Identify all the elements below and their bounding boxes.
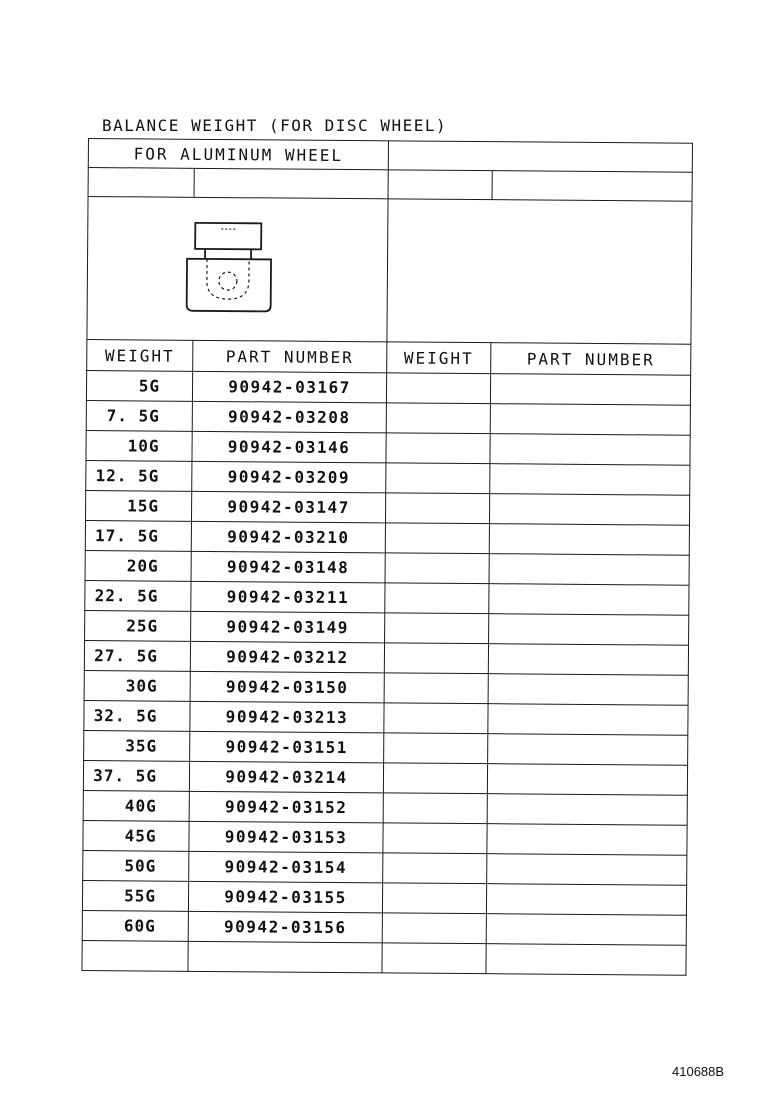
illustration-cell [87, 197, 388, 342]
part-number-cell-right [489, 554, 689, 586]
part-number-cell: 90942-03209 [192, 461, 386, 493]
weight-cell: 5G [86, 370, 192, 401]
part-number-cell-right [486, 884, 686, 916]
subheader-cell [88, 168, 194, 198]
subheader-row [88, 168, 692, 202]
section-title-right [388, 141, 692, 172]
reference-code: 410688B [672, 1064, 725, 1079]
table-row [83, 760, 687, 795]
table-row [84, 670, 688, 705]
column-header-part-number-right: PART NUMBER [491, 343, 691, 376]
table-row [84, 730, 688, 765]
table-row [84, 700, 688, 735]
part-number-cell-right [488, 644, 688, 676]
part-number-cell-right [488, 674, 688, 706]
part-number-cell-right [487, 854, 687, 886]
weight-cell-right [384, 733, 488, 764]
subheader-cell [194, 168, 388, 199]
column-header-row [87, 339, 691, 375]
balance-weight-table [81, 138, 693, 976]
table-row [82, 880, 686, 915]
table-row [85, 520, 689, 555]
table-row [85, 610, 689, 645]
part-number-cell: 90942-03151 [190, 731, 384, 763]
weight-cell: 15G [85, 490, 191, 521]
weight-cell-right [382, 883, 486, 914]
empty-cell [82, 940, 188, 971]
weight-cell: 12. 5G [86, 460, 192, 491]
weight-cell: 60G [82, 910, 188, 941]
section-title-aluminum: FOR ALUMINUM WHEEL [88, 139, 388, 170]
part-number-cell-right [490, 404, 690, 436]
weight-cell-right [384, 673, 488, 704]
part-number-cell: 90942-03148 [191, 551, 385, 583]
part-number-cell: 90942-03154 [189, 851, 383, 883]
subheader-cell [388, 170, 492, 200]
weight-cell: 10G [86, 430, 192, 461]
part-number-cell: 90942-03146 [192, 431, 386, 463]
subheader-cell [492, 171, 692, 202]
empty-cell [188, 941, 382, 973]
table-row [86, 430, 690, 465]
weight-cell-right [384, 703, 488, 734]
column-header-weight-right: WEIGHT [387, 342, 491, 374]
table-row [86, 400, 690, 435]
weight-cell-right [385, 583, 489, 614]
weight-cell-right [386, 463, 490, 494]
table-row [84, 640, 688, 675]
empty-row [82, 940, 686, 975]
part-number-cell: 90942-03150 [190, 671, 384, 703]
weight-cell-right [386, 433, 490, 464]
weight-cell-right [386, 493, 490, 524]
table-row [83, 790, 687, 825]
weight-cell: 17. 5G [85, 520, 191, 551]
weight-cell-right [385, 613, 489, 644]
part-number-cell-right [489, 614, 689, 646]
weight-cell-right [385, 523, 489, 554]
weight-cell: 35G [84, 730, 190, 761]
weight-cell-right [383, 763, 487, 794]
weight-cell-right [383, 793, 487, 824]
part-number-cell-right [490, 374, 690, 406]
weight-cell: 50G [83, 850, 189, 881]
part-number-cell: 90942-03149 [191, 611, 385, 643]
weight-cell: 32. 5G [84, 700, 190, 731]
part-number-cell-right [486, 914, 686, 946]
weight-cell: 20G [85, 550, 191, 581]
table-row [85, 580, 689, 615]
weight-cell: 22. 5G [85, 580, 191, 611]
weight-cell-right [383, 823, 487, 854]
part-number-cell: 90942-03211 [191, 581, 385, 613]
weight-cell: 40G [83, 790, 189, 821]
weight-cell: 25G [85, 610, 191, 641]
weight-cell: 27. 5G [84, 640, 190, 671]
part-number-cell-right [489, 524, 689, 556]
weight-cell-right [386, 373, 490, 404]
part-number-cell: 90942-03213 [190, 701, 384, 733]
part-number-cell-right [487, 794, 687, 826]
part-number-cell: 90942-03210 [191, 521, 385, 553]
weight-cell-right [386, 403, 490, 434]
part-number-cell: 90942-03147 [191, 491, 385, 523]
balance-weight-clip-drawing-icon [182, 219, 293, 320]
empty-cell [486, 944, 686, 976]
part-number-cell: 90942-03212 [190, 641, 384, 673]
table-row [86, 460, 690, 495]
empty-cell [382, 943, 486, 974]
part-number-cell: 90942-03152 [189, 791, 383, 823]
weight-cell-right [385, 553, 489, 584]
part-number-cell-right [490, 464, 690, 496]
part-number-cell-right [488, 734, 688, 766]
weight-cell: 45G [83, 820, 189, 851]
weight-cell-right [384, 643, 488, 674]
illustration-cell-empty [387, 199, 692, 344]
part-number-cell: 90942-03153 [189, 821, 383, 853]
weight-cell-right [382, 913, 486, 944]
section-header-row [88, 139, 692, 173]
part-number-cell: 90942-03156 [188, 911, 382, 943]
part-number-cell-right [488, 704, 688, 736]
part-number-cell-right [487, 824, 687, 856]
part-number-cell: 90942-03208 [192, 401, 386, 433]
document-title: BALANCE WEIGHT (FOR DISC WHEEL) [102, 116, 448, 135]
column-header-weight: WEIGHT [87, 339, 193, 371]
table-row [85, 490, 689, 525]
part-number-cell-right [487, 764, 687, 796]
illustration-row [87, 197, 692, 345]
column-header-part-number: PART NUMBER [193, 340, 387, 373]
table-row [82, 910, 686, 945]
weight-cell: 30G [84, 670, 190, 701]
weight-cell-right [383, 853, 487, 884]
part-number-cell: 90942-03167 [192, 371, 386, 403]
weight-cell: 55G [82, 880, 188, 911]
table-row [86, 370, 690, 405]
balance-weight-sheet [81, 138, 692, 999]
part-number-cell: 90942-03155 [188, 881, 382, 913]
table-row [85, 550, 689, 585]
weight-cell: 37. 5G [83, 760, 189, 791]
table-row [83, 850, 687, 885]
part-number-cell-right [490, 434, 690, 466]
weight-cell: 7. 5G [86, 400, 192, 431]
part-number-cell: 90942-03214 [189, 761, 383, 793]
part-number-cell-right [489, 494, 689, 526]
part-number-cell-right [489, 584, 689, 616]
table-row [83, 820, 687, 855]
